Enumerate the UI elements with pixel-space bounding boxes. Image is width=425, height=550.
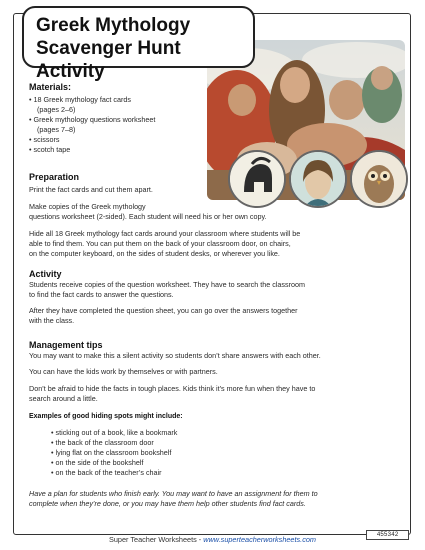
hiding-spot-item: • on the back of the teacher’s chair [51, 468, 162, 477]
worksheet-code: 455342 [366, 530, 409, 540]
goddess-portrait-medallion-icon [289, 150, 347, 208]
materials-item: • scotch tape [29, 145, 71, 154]
hiding-spot-item: • the back of the classroom door [51, 438, 154, 447]
activity-heading: Activity [29, 269, 62, 279]
management-paragraph: Don’t be afraid to hide the facts in tough places. Kids think it’s more fun when they have to [29, 384, 316, 393]
materials-item: (pages 2–6) [37, 105, 76, 114]
preparation-paragraph: questions worksheet (2-sided). Each student will need his or her own copy. [29, 212, 267, 221]
management-paragraph: You can have the kids work by themselves or with partners. [29, 367, 218, 376]
management-paragraph: You may want to make this a silent activity so students don’t share answers with each other. [29, 351, 321, 360]
management-paragraph: search around a little. [29, 394, 98, 403]
footer-label: Super Teacher Worksheets - [109, 535, 204, 544]
footer [0, 535, 425, 544]
materials-item: (pages 7–8) [37, 125, 76, 134]
hiding-spots-heading: Examples of good hiding spots might include: [29, 413, 183, 420]
hiding-spot-item: • lying flat on the classroom bookshelf [51, 448, 172, 457]
materials-item: • 18 Greek mythology fact cards [29, 95, 131, 104]
activity-paragraph: After they have completed the question sheet, you can go over the answers together [29, 306, 298, 315]
preparation-paragraph: Print the fact cards and cut them apart. [29, 185, 153, 194]
footer-website-link[interactable]: www.superteacherworksheets.com [203, 535, 316, 544]
preparation-heading: Preparation [29, 172, 80, 182]
hiding-spot-item: • on the side of the bookshelf [51, 458, 144, 467]
owl-medallion-icon [350, 150, 408, 208]
title-line-1: Greek Mythology [36, 15, 191, 36]
management-heading: Management tips [29, 340, 103, 350]
closing-paragraph: complete when they’re done, or you may have them help other students find fact cards. [29, 499, 306, 508]
materials-item: • scissors [29, 135, 60, 144]
preparation-paragraph: on the computer keyboard, on the sides of student desks, or wherever you like. [29, 249, 280, 258]
title-line-2: Scavenger Hunt Activity [36, 38, 181, 82]
preparation-paragraph: able to find them. You can put them on the back of your classroom door, on chairs, [29, 239, 291, 248]
title-box [22, 6, 255, 82]
closing-paragraph: Have a plan for students who finish early. You may want to have an assignment for them to [29, 489, 318, 498]
preparation-paragraph: Make copies of the Greek mythology [29, 202, 146, 211]
helmet-medallion-icon [228, 150, 286, 208]
hiding-spot-item: • sticking out of a book, like a bookmark [51, 428, 178, 437]
activity-paragraph: with the class. [29, 316, 75, 325]
activity-paragraph: Students receive copies of the question worksheet. They have to search the classroom [29, 280, 305, 289]
activity-paragraph: to find the fact cards to answer the questions. [29, 290, 174, 299]
materials-heading: Materials: [29, 82, 72, 92]
materials-item: • Greek mythology questions worksheet [29, 115, 156, 124]
preparation-paragraph: Hide all 18 Greek mythology fact cards around your classroom where students will be [29, 229, 301, 238]
